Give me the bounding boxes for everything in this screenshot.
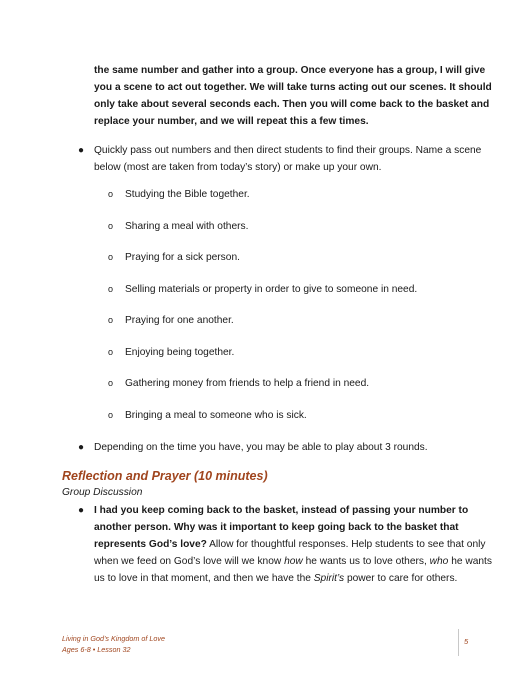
- section-heading: Reflection and Prayer (10 minutes): [62, 469, 268, 483]
- sub-bullet-marker: o: [108, 409, 114, 420]
- scene-text: Gathering money from friends to help a friend in need.: [125, 378, 370, 389]
- bullet-marker: ●: [78, 442, 85, 453]
- discussion-question: I had you keep coming back to the basket, instead of passing your number to another person. Why was it important to keep going back to the basket that represents God’s love?: [94, 505, 469, 550]
- scene-text: Bringing a meal to someone who is sick.: [125, 409, 307, 421]
- bullet-text: Depending on the time you have, you may be able to play about 3 rounds.: [94, 442, 428, 453]
- bullet-marker: ●: [78, 505, 85, 516]
- footer-lesson-info: [62, 634, 165, 655]
- section-subheading: Group Discussion: [62, 487, 143, 498]
- sub-bullet-marker: o: [108, 283, 114, 294]
- continued-instruction-paragraph: the same number and gather into a group. Once everyone has a group, I will give you a scene to act out together. We will take turns acting out our scenes. It should only take about several seconds each. Then you will come back to the basket and replace your number, and we will repeat this a few times.: [94, 65, 492, 127]
- discussion-answer-part: power to care for others.: [344, 573, 458, 584]
- discussion-answer-part: he wants us to love others,: [302, 556, 430, 567]
- sub-bullet-marker: o: [108, 346, 114, 357]
- sub-bullet-marker: o: [108, 189, 114, 199]
- discussion-answer-emphasis: who: [429, 556, 449, 567]
- scene-text: Enjoying being together.: [125, 346, 235, 358]
- bullet-marker: ●: [78, 145, 85, 156]
- discussion-answer-part: he wants us to love in that moment, and then we have the: [94, 556, 492, 584]
- scene-text: Praying for a sick person.: [125, 252, 240, 263]
- scene-text: Praying for one another.: [125, 315, 234, 326]
- scene-text: Selling materials or property in order to give to someone in need.: [125, 283, 418, 295]
- discussion-answer-part: Allow for thoughtful responses. Help students to see that only when we feed on God’s love will we know: [94, 539, 486, 567]
- footer-series-title: Living in God’s Kingdom of Love: [62, 634, 165, 643]
- sub-bullet-marker: o: [108, 378, 114, 388]
- page-number: 5: [464, 637, 469, 646]
- sub-bullet-marker: o: [108, 252, 114, 262]
- discussion-text: [94, 502, 498, 587]
- discussion-answer-emphasis: how: [284, 556, 303, 567]
- footer-divider: [458, 629, 459, 656]
- bullet-text: Quickly pass out numbers and then direct students to find their groups. Name a scene below (most are taken from today’s story) or make up your own.: [94, 145, 482, 173]
- sub-bullet-marker: o: [108, 315, 114, 325]
- scene-text: Sharing a meal with others.: [125, 220, 249, 232]
- sub-bullet-marker: o: [108, 220, 114, 231]
- scene-text: Studying the Bible together.: [125, 189, 250, 200]
- footer-lesson-label: Ages 6-8 • Lesson 32: [62, 644, 131, 654]
- discussion-answer-emphasis: Spirit’s: [313, 573, 345, 584]
